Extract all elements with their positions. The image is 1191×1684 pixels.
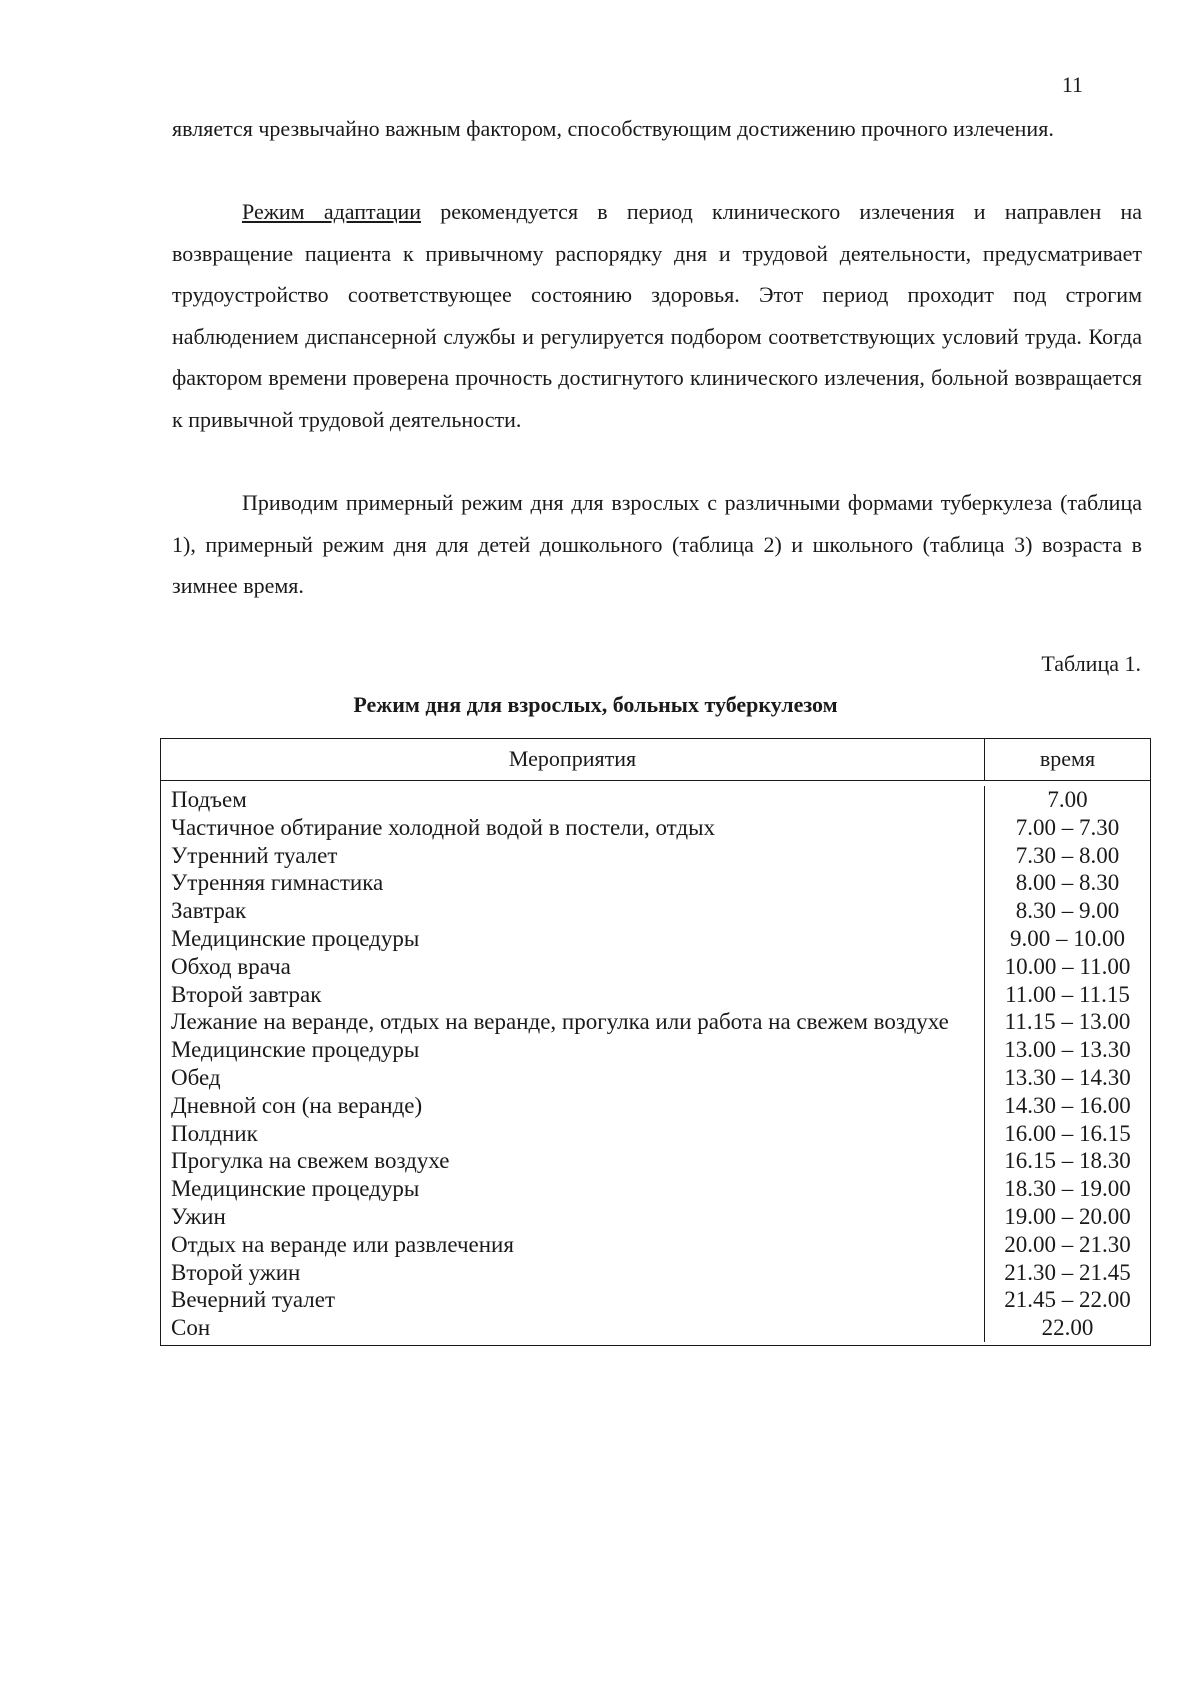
activity-cell: Частичное обтирание холодной водой в постели, отдых (161, 814, 985, 842)
schedule-table (160, 738, 1151, 1346)
header-activity: Мероприятия (161, 739, 985, 780)
page-number: 11 (1061, 72, 1083, 97)
activity-cell: Ужин (161, 1203, 985, 1231)
time-cell: 10.00 – 11.00 (1004, 953, 1131, 979)
time-cell: 21.30 – 21.45 (1004, 1259, 1131, 1285)
activity-cell: Завтрак (161, 897, 985, 925)
activity-cell: Сон (161, 1314, 985, 1342)
paragraph-adaptation-text: рекомендуется в период клинического излечения и направлен на возвращение пациента к привычному распорядку дня и трудовой деятельности, предусматривает трудоустройство соответствующее состоянию здоровья. Этот период проходит под строгим наблюдением диспансерной службы и регулируется подбором соответствующих условий труда. Когда фактором времени проверена прочность достигнутого клинического излечения, больной возвращается к привычной трудовой деятельности. (172, 199, 1142, 432)
activity-cell: Медицинские процедуры (161, 1036, 985, 1064)
activity-cell: Утренняя гимнастика (161, 869, 985, 897)
table-row (161, 1175, 1150, 1203)
time-cell: 7.30 – 8.00 (1015, 842, 1120, 868)
time-cell: 8.00 – 8.30 (1015, 870, 1120, 896)
activity-cell: Отдых на веранде или развлечения (161, 1231, 985, 1259)
table-row (161, 1008, 1150, 1036)
activity-cell: Полдник (161, 1120, 985, 1148)
time-cell: 7.00 – 7.30 (1015, 814, 1120, 840)
table-row (161, 1092, 1150, 1120)
table-row (161, 1203, 1150, 1231)
paragraph-continuation: является чрезвычайно важным фактором, способствующим достижению прочного излечения. (172, 116, 1054, 141)
table-row (161, 814, 1150, 842)
table-row (161, 786, 1150, 814)
table-row (161, 1064, 1150, 1092)
table-header-row (161, 739, 1150, 781)
time-cell: 16.00 – 16.15 (1004, 1120, 1131, 1146)
table-row (161, 897, 1150, 925)
paragraph-adaptation-mode (172, 191, 1142, 440)
header-time: время (1039, 746, 1096, 771)
time-cell: 20.00 – 21.30 (1004, 1231, 1131, 1257)
paragraph-schedule-intro: Приводим примерный режим дня для взрослых с различными формами туберкулеза (таблица 1), примерный режим дня для детей дошкольного (таблица 2) и школьного (таблица 3) возраста в зимнее время. (172, 490, 1142, 598)
time-cell: 13.00 – 13.30 (1004, 1037, 1131, 1063)
table-row (161, 981, 1150, 1009)
time-cell: 13.30 – 14.30 (1004, 1064, 1131, 1090)
time-cell: 21.45 – 22.00 (1004, 1287, 1131, 1313)
time-cell (985, 1008, 1150, 1036)
table-row (161, 953, 1150, 981)
table-caption: Таблица 1. (1041, 651, 1141, 676)
table-row (161, 842, 1150, 870)
activity-cell: Второй завтрак (161, 981, 985, 1009)
activity-cell: Подъем (161, 786, 985, 814)
table-row (161, 1314, 1150, 1342)
table-row (161, 1147, 1150, 1175)
activity-cell: Вечерний туалет (161, 1286, 985, 1314)
time-cell: 7.00 (1047, 787, 1088, 812)
table-title: Режим дня для взрослых, больных туберкулезом (353, 692, 838, 717)
time-cell: 14.30 – 16.00 (1004, 1092, 1131, 1118)
time-cell: 22.00 (1041, 1315, 1094, 1341)
table-row (161, 1286, 1150, 1314)
table-row (161, 1036, 1150, 1064)
table-row (161, 1259, 1150, 1287)
activity-cell: Обход врача (161, 953, 985, 981)
table-row (161, 1120, 1150, 1148)
activity-cell: Медицинские процедуры (161, 1175, 985, 1203)
table-row (161, 869, 1150, 897)
table-body (161, 781, 1150, 1345)
time-cell: 19.00 – 20.00 (1004, 1203, 1131, 1229)
table-row (161, 925, 1150, 953)
activity-cell: Утренний туалет (161, 842, 985, 870)
activity-cell: Второй ужин (161, 1259, 985, 1287)
time-cell: 8.30 – 9.00 (1015, 898, 1120, 924)
activity-cell: Медицинские процедуры (161, 925, 985, 953)
activity-cell: Дневной сон (на веранде) (161, 1092, 985, 1120)
activity-cell: Обед (161, 1064, 985, 1092)
time-cell: 9.00 – 10.00 (1010, 925, 1125, 951)
time-cell: 11.00 – 11.15 (1005, 981, 1130, 1007)
table-row (161, 1231, 1150, 1259)
time-value: 11.15 – 13.00 (1004, 1009, 1131, 1035)
time-cell: 18.30 – 19.00 (1004, 1176, 1131, 1202)
activity-cell: Лежание на веранде, отдых на веранде, прогулка или работа на свежем воздухе (161, 1008, 985, 1036)
time-cell: 16.15 – 18.30 (1004, 1148, 1131, 1174)
activity-cell: Прогулка на свежем воздухе (161, 1147, 985, 1175)
underlined-term: Режим адаптации (242, 199, 422, 224)
